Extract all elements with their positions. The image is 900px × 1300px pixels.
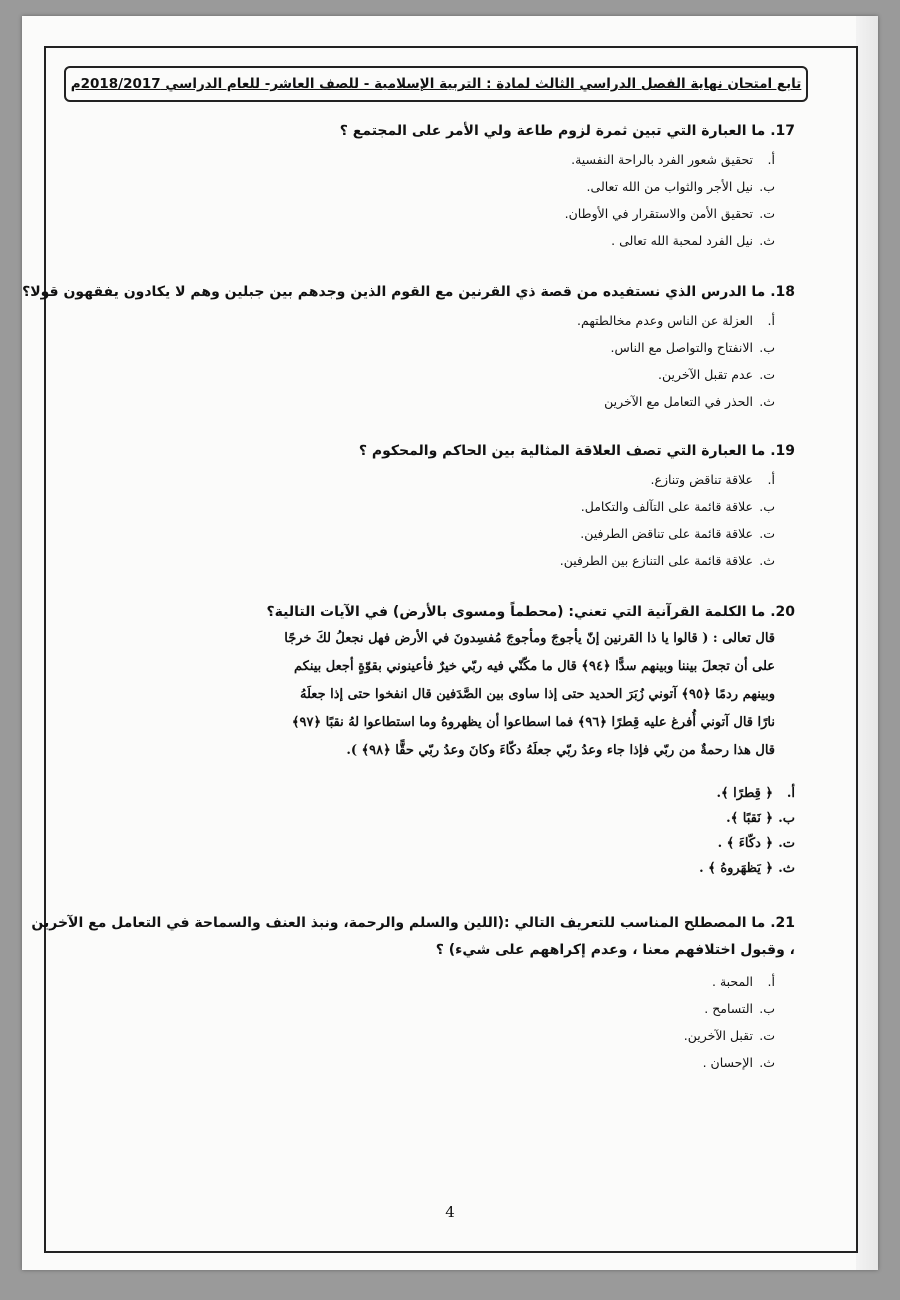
- option-a: أ.المحبة .: [712, 974, 775, 989]
- option-a: أ.﴿ قِطرًا ﴾.: [716, 786, 795, 801]
- option-a: أ.تحقيق شعور الفرد بالراحة النفسية.: [571, 152, 775, 167]
- options-list: [103, 781, 795, 881]
- option-b: ب.الانفتاح والتواصل مع الناس.: [610, 340, 775, 355]
- verse-line: نارًا قال آتوني أُفرغ عليه قِطرًا ﴿٩٦﴾ فما اسطاعوا أن يظهروهُ وما استطاعوا لهُ نقبًا ﴿٩٧﴾: [291, 715, 775, 730]
- question-number: 21.: [770, 915, 795, 931]
- question-text: ما العبارة التي تبين ثمرة لزوم طاعة ولي الأمر على المجتمع ؟: [339, 123, 766, 139]
- question-number: 19.: [770, 443, 795, 459]
- option-c: ت.تقبل الآخرين.: [683, 1028, 775, 1043]
- question-text: ما العبارة التي تصف العلاقة المثالية بين الحاكم والمحكوم ؟: [358, 443, 766, 459]
- question-19-title: [359, 442, 795, 460]
- verse-line: على أن تجعلَ بيننا وبينهم سدًّا ﴿٩٤﴾ قال ما مكّنّي فيه ربّي خيرٌ فأعينوني بقوّةٍ أجعل بينكم: [293, 659, 775, 674]
- option-c: ت.عدم تقبل الآخرين.: [658, 367, 775, 382]
- page-edge: [856, 16, 878, 1270]
- question-17: [340, 122, 795, 254]
- verse-line: قال تعالى : ( قالوا يا ذا القرنين إنّ يأجوجَ ومأجوجَ مُفسِدونَ في الأرض فهل نجعلُ لكَ خرجًا: [284, 631, 775, 646]
- option-d: ث.﴿ يَظهَروهُ ﴾ .: [699, 861, 795, 876]
- question-18-title: [22, 283, 795, 301]
- question-number: 18.: [770, 284, 795, 300]
- options-list: [340, 146, 775, 254]
- options-list: [30, 968, 775, 1076]
- question-text: ما المصطلح المناسب للتعريف التالي :(اللين والسلم والرحمة، ونبذ العنف والسماحة في التعامل مع الآخرين ، وقبول اختلافهم معنا ، وعدم إكراههم على شيء) ؟: [31, 915, 795, 958]
- question-21: [30, 910, 795, 1076]
- question-text: ما الكلمة القرآنية التي تعني: (محطماً ومسوى بالأرض) في الآيات التالية؟: [266, 604, 766, 620]
- verse-line: قال هذا رحمةٌ من ربّي فإذا جاء وعدُ ربّي جعلَهُ دكّاءَ وكانَ وعدُ ربّي حقًّا ﴿٩٨﴾ ).: [346, 743, 775, 758]
- question-number: 17.: [770, 123, 795, 139]
- options-list: [359, 466, 775, 574]
- option-d: ث.الإحسان .: [702, 1055, 775, 1070]
- option-b: ب.نيل الأجر والثواب من الله تعالى.: [586, 179, 775, 194]
- verse-line: وبينهم ردمًا ﴿٩٥﴾ آتوني زُبَرَ الحديد حتى إذا ساوى بين الصَّدَفين قال انفخوا حتى إذا جعلَهُ: [300, 687, 775, 702]
- question-20: [103, 603, 795, 881]
- question-20-title: [103, 603, 795, 621]
- option-d: ث.علاقة قائمة على التنازع بين الطرفين.: [559, 553, 775, 568]
- option-b: ب.التسامح .: [704, 1001, 775, 1016]
- question-21-title: [30, 910, 795, 964]
- exam-header: [64, 66, 808, 102]
- question-18: [22, 283, 795, 415]
- option-c: ت.علاقة قائمة على تناقض الطرفين.: [580, 526, 775, 541]
- exam-header-title: تابع امتحان نهاية الفصل الدراسي الثالث لمادة : التربية الإسلامية - للصف العاشر- للعام الدراسي 2018/2017م: [70, 76, 802, 92]
- option-b: ب.علاقة قائمة على التآلف والتكامل.: [580, 499, 775, 514]
- question-19: [359, 442, 795, 574]
- options-list: [22, 307, 775, 415]
- question-text: ما الدرس الذي نستفيده من قصة ذي القرنين مع القوم الذين وجدهم بين جبلين وهم لا يكادون يفقهون قولا؟: [22, 284, 766, 300]
- page-number: 4: [445, 1203, 455, 1221]
- question-17-title: [340, 122, 795, 140]
- option-c: ت.تحقيق الأمن والاستقرار في الأوطان.: [564, 206, 775, 221]
- question-number: 20.: [770, 604, 795, 620]
- quran-verse: [103, 625, 775, 765]
- option-b: ب.﴿ نَقبًا ﴾.: [726, 811, 795, 826]
- option-d: ث.نيل الفرد لمحبة الله تعالى .: [611, 233, 775, 248]
- option-a: أ.العزلة عن الناس وعدم مخالطتهم.: [577, 313, 775, 328]
- option-c: ت.﴿ دكّاءَ ﴾ .: [717, 836, 795, 851]
- option-d: ث.الحذر في التعامل مع الآخرين: [604, 394, 775, 409]
- option-a: أ.علاقة تناقض وتنازع.: [650, 472, 775, 487]
